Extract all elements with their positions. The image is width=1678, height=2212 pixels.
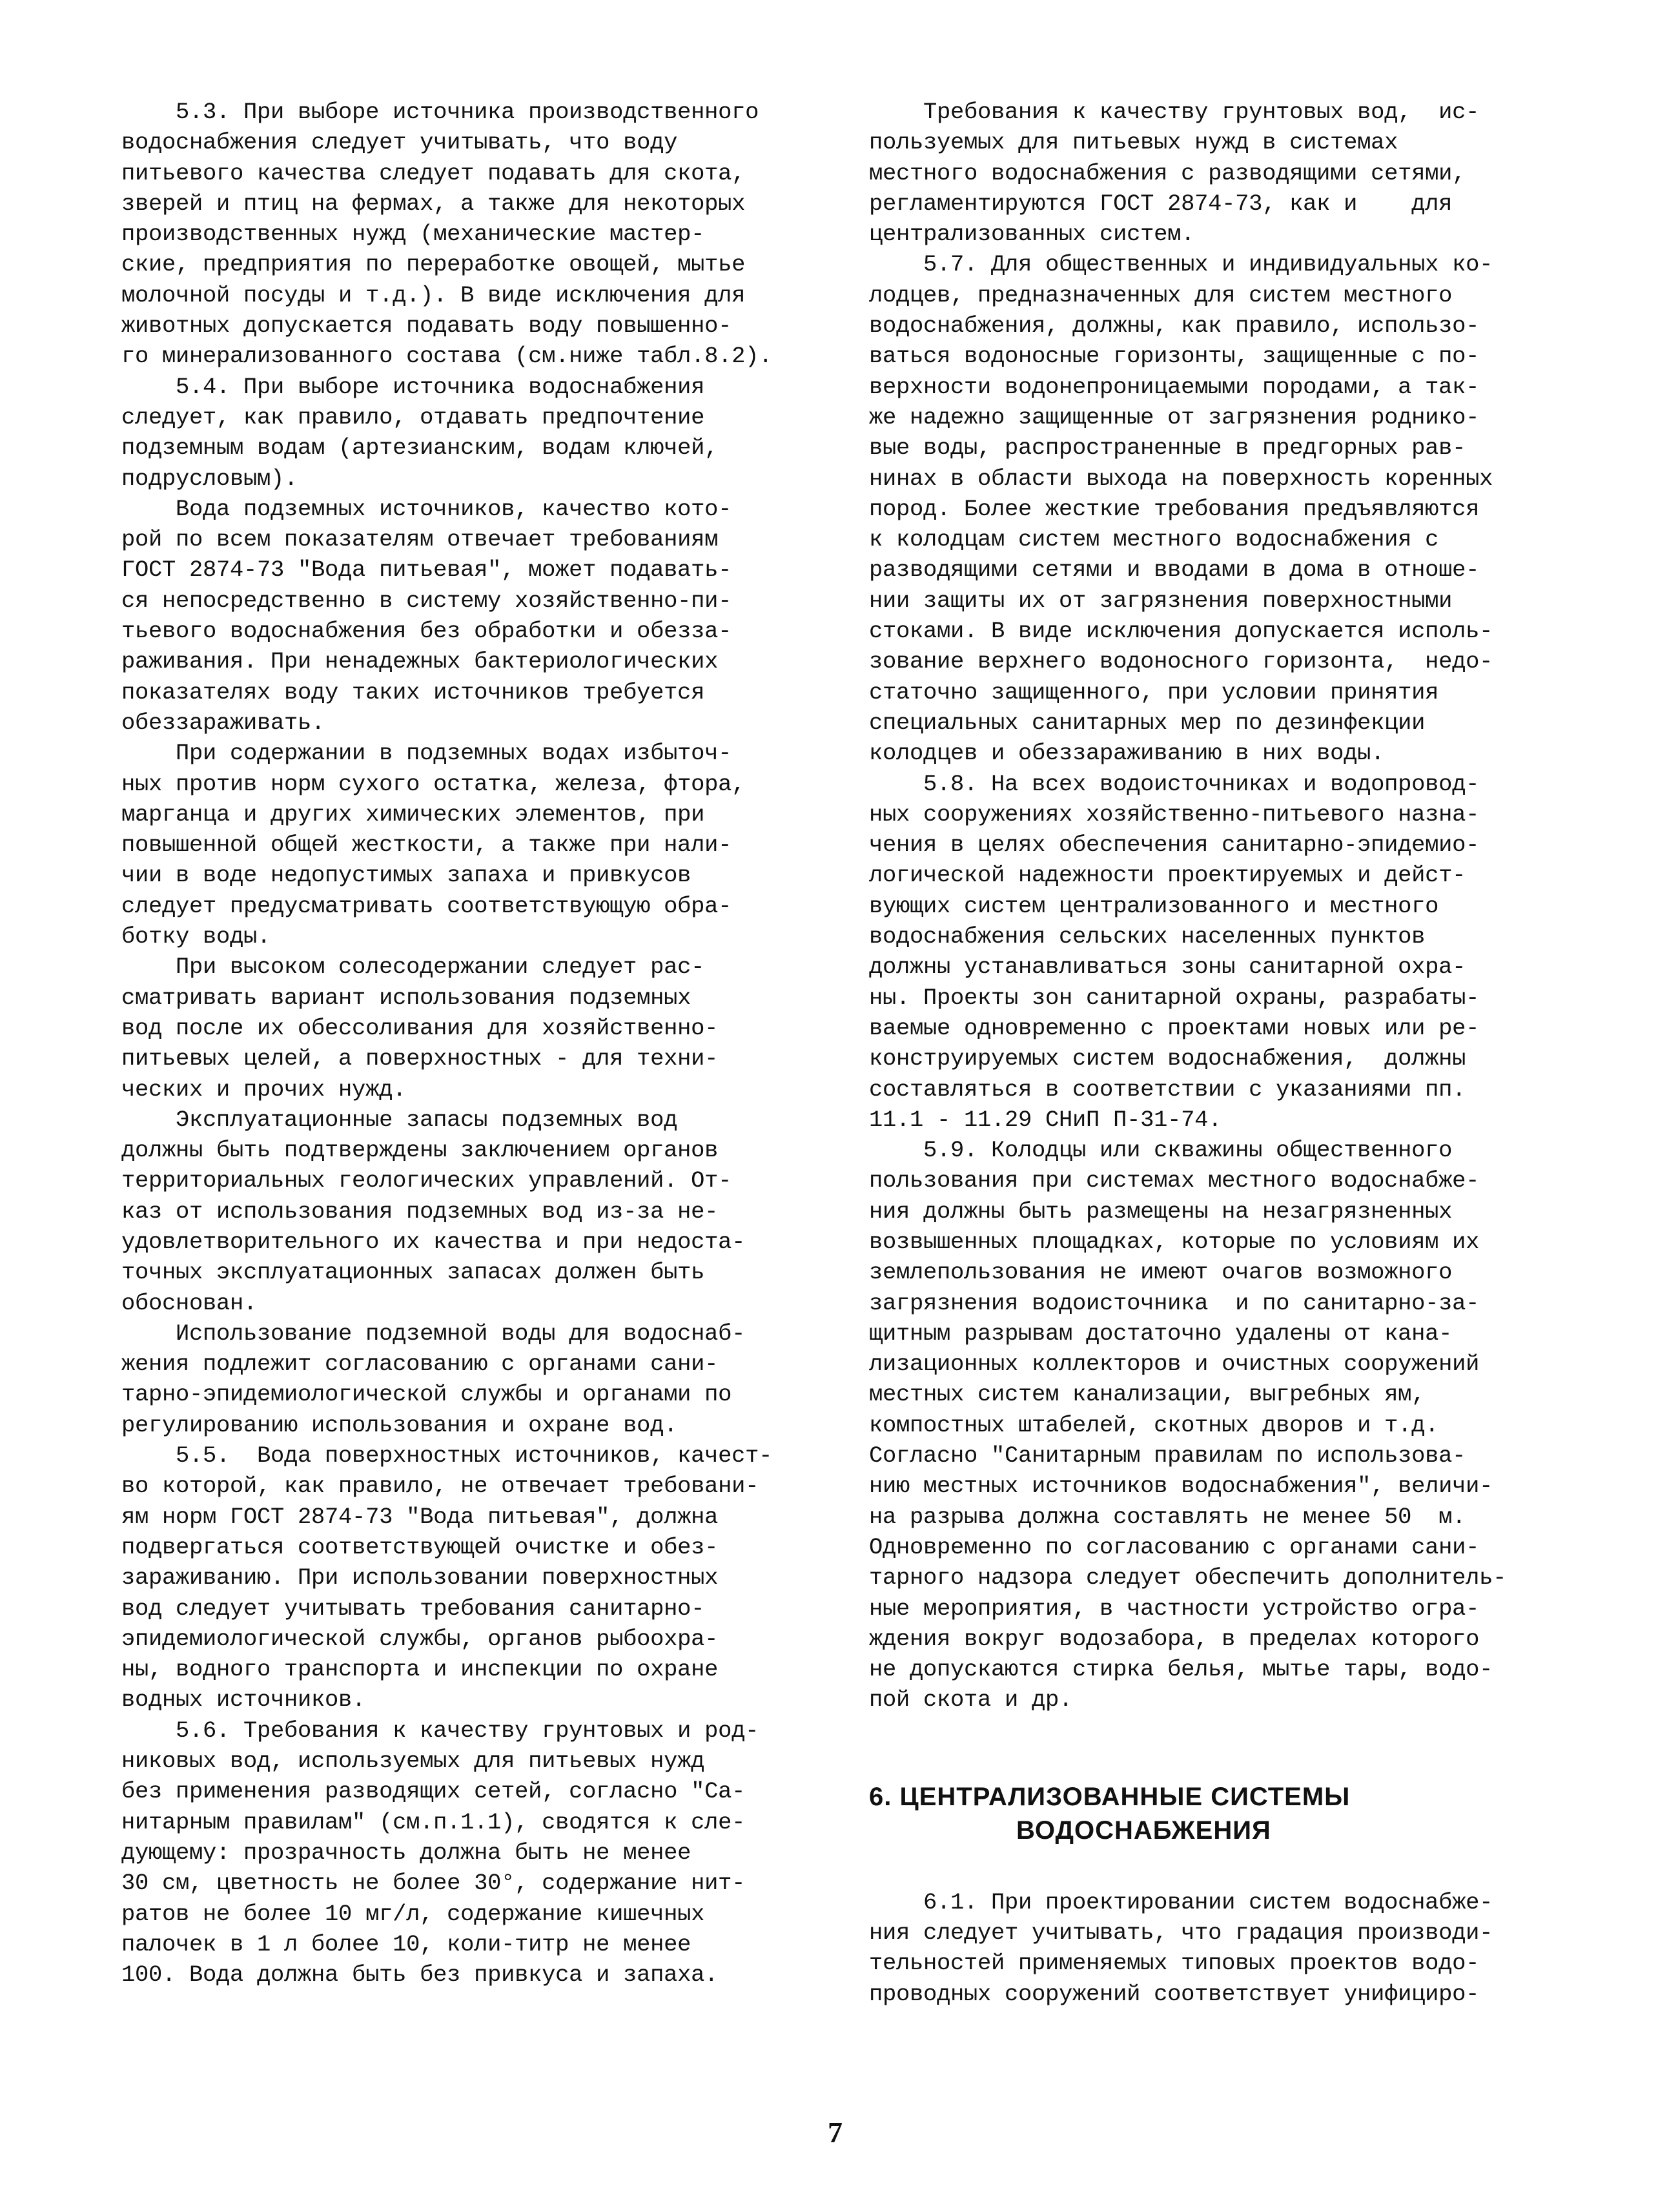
right-column-line: Одновременно по согласованию с органами сани- <box>869 1533 1480 1561</box>
left-column-line: палочек в 1 л более 10, коли-титр не менее <box>121 1930 691 1958</box>
left-column-line: удовлетворительного их качества и при недоста- <box>121 1228 746 1255</box>
right-column-line: же надежно защищенные от загрязнения роднико- <box>869 404 1480 431</box>
left-column-line: территориальных геологических управлений. От- <box>121 1167 732 1194</box>
left-column-line: обоснован. <box>121 1289 258 1316</box>
right-column-line: конструируемых систем водоснабжения, должны <box>869 1045 1466 1072</box>
right-column-line: составляться в соответствии с указаниями пп. <box>869 1076 1466 1103</box>
left-column-line: жения подлежит согласованию с органами сани- <box>121 1351 719 1378</box>
left-column-line: ботку воды. <box>121 923 271 950</box>
right-column-line: пользования при системах местного водоснабже- <box>869 1167 1480 1194</box>
left-column-line: го минерализованного состава (см.ниже табл.8.2). <box>121 343 773 370</box>
left-column-line: ратов не более 10 мг/л, содержание кишечных <box>121 1900 705 1927</box>
left-column-line: подземным водам (артезианским, водам ключей, <box>121 435 719 462</box>
left-column-line: точных эксплуатационных запасах должен быть <box>121 1259 705 1286</box>
left-column-line: следует предусматривать соответствующую обра- <box>121 892 732 919</box>
right-column-line: статочно защищенного, при условии принятия <box>869 679 1439 706</box>
left-column-line: обеззараживать. <box>121 709 325 736</box>
left-column-line: Эксплуатационные запасы подземных вод <box>121 1106 678 1133</box>
right-column-line: чения в целях обеспечения санитарно-эпидемио- <box>869 832 1480 859</box>
left-column-line: животных допускается подавать воду повышенно- <box>121 312 732 340</box>
right-column-line: 5.8. На всех водоисточниках и водопровод- <box>869 770 1480 797</box>
right-column-line: 11.1 - 11.29 СНиП П-31-74. <box>869 1106 1222 1133</box>
right-column-line: водоснабжения, должны, как правило, использо- <box>869 312 1480 340</box>
right-column-line: пользуемых для питьевых нужд в системах <box>869 129 1398 156</box>
left-column-line: водоснабжения следует учитывать, что воду <box>121 129 678 156</box>
right-column-line: нию местных источников водоснабжения", величи- <box>869 1473 1493 1500</box>
left-column-line: ся непосредственно в систему хозяйственно-пи- <box>121 587 732 614</box>
right-column-line: регламентируются ГОСТ 2874-73, как и для <box>869 190 1453 217</box>
right-column-line: Требования к качеству грунтовых вод, ис- <box>869 99 1480 125</box>
left-column-line: молочной посуды и т.д.). В виде исключения для <box>121 282 746 309</box>
right-column-line: возвышенных площадках, которые по условиям их <box>869 1228 1480 1255</box>
left-column <box>121 97 812 1990</box>
section-spacer <box>869 1715 1570 1780</box>
right-column-line: лизационных коллекторов и очистных сооружений <box>869 1351 1480 1378</box>
left-column-line: эпидемиологической службы, органов рыбоохра- <box>121 1625 719 1652</box>
right-column-line: ные мероприятия, в частности устройство огра- <box>869 1595 1480 1622</box>
left-column-line: При высоком солесодержании следует рас- <box>121 954 705 981</box>
left-column-line: каз от использования подземных вод из-за не- <box>121 1198 719 1225</box>
right-column-line: местных систем канализации, выгребных ям, <box>869 1381 1426 1408</box>
left-column-line: тьевого водоснабжения без обработки и обезза- <box>121 618 732 645</box>
right-column-line: централизованных систем. <box>869 221 1195 248</box>
page-number: 7 <box>828 2116 843 2149</box>
left-column-line: должны быть подтверждены заключением органов <box>121 1137 719 1164</box>
left-column-line: 100. Вода должна быть без привкуса и запаха. <box>121 1961 719 1989</box>
left-column-line: зараживанию. При использовании поверхностных <box>121 1564 719 1592</box>
left-column-line: 5.5. Вода поверхностных источников, качест- <box>121 1442 773 1470</box>
section-body-line: тельностей применяемых типовых проектов водо- <box>869 1950 1480 1977</box>
section-body <box>869 1887 1570 2009</box>
left-column-line: 5.4. При выборе источника водоснабжения <box>121 373 705 400</box>
left-column-line: ных против норм сухого остатка, железа, фтора, <box>121 770 746 797</box>
section-body-line: проводных сооружений соответствует унифициро- <box>869 1980 1480 2007</box>
right-column-line: нинах в области выхода на поверхность коренных <box>869 465 1493 492</box>
left-column-line: 30 см, цветность не более 30°, содержание нит- <box>121 1870 746 1897</box>
right-column-line: специальных санитарных мер по дезинфекции <box>869 709 1426 736</box>
right-column-line: компостных штабелей, скотных дворов и т.д. <box>869 1411 1439 1439</box>
right-column-line: ваемые одновременно с проектами новых или ре- <box>869 1014 1480 1041</box>
left-column-line: 5.6. Требования к качеству грунтовых и род- <box>121 1717 759 1744</box>
left-column-line: без применения разводящих сетей, согласно "Са- <box>121 1778 746 1805</box>
left-column-line: регулированию использования и охране вод. <box>121 1411 678 1439</box>
right-column-body <box>869 97 1570 1715</box>
section-body-line: 6.1. При проектировании систем водоснабже- <box>869 1889 1493 1916</box>
left-column-line: показателях воду таких источников требуется <box>121 679 705 706</box>
left-column-line: При содержании в подземных водах избыточ- <box>121 740 732 767</box>
left-column-line: чии в воде недопустимых запаха и привкусов <box>121 862 691 889</box>
left-column-line: производственных нужд (механические мастер- <box>121 221 705 248</box>
section-body-line: ния следует учитывать, что градация производи- <box>869 1920 1493 1947</box>
right-column <box>869 97 1570 2009</box>
left-column-line: подвергаться соответствующей очистке и обез- <box>121 1533 719 1561</box>
left-column-line: Вода подземных источников, качество кото- <box>121 495 732 522</box>
section-heading-line2: ВОДОСНАБЖЕНИЯ <box>1016 1816 1271 1845</box>
left-column-line: раживания. При ненадежных бактериологических <box>121 648 719 675</box>
left-column-line: тарно-эпидемиологической службы и органами по <box>121 1381 732 1408</box>
right-column-line: ваться водоносные горизонты, защищенные с по- <box>869 343 1480 370</box>
left-column-line: ны, водного транспорта и инспекции по охране <box>121 1656 719 1683</box>
left-column-line: сматривать вариант использования подземных <box>121 984 691 1011</box>
left-column-line: рой по всем показателям отвечает требованиям <box>121 526 719 553</box>
left-column-line: ские, предприятия по переработке овощей, мытье <box>121 251 746 278</box>
right-column-line: вующих систем централизованного и местного <box>869 892 1439 919</box>
left-column-line: 5.3. При выборе источника производственного <box>121 99 759 125</box>
left-column-line: зверей и птиц на фермах, а также для некоторых <box>121 190 746 217</box>
right-column-line: разводящими сетями и вводами в дома в отноше- <box>869 557 1480 584</box>
left-column-line: вод следует учитывать требования санитарно- <box>121 1595 705 1622</box>
right-column-line: не допускаются стирка белья, мытье тары, водо- <box>869 1656 1493 1683</box>
right-column-line: к колодцам систем местного водоснабжения с <box>869 526 1439 553</box>
right-column-line: вые воды, распространенные в предгорных рав- <box>869 435 1466 462</box>
right-column-line: 5.7. Для общественных и индивидуальных ко- <box>869 251 1493 278</box>
right-column-line: нии защиты их от загрязнения поверхностными <box>869 587 1453 614</box>
left-column-line: нитарным правилам" (см.п.1.1), сводятся к сле- <box>121 1808 746 1836</box>
right-column-line: ния должны быть размещены на незагрязненных <box>869 1198 1453 1225</box>
right-column-line: стоками. В виде исключения допускается исполь- <box>869 618 1493 645</box>
left-column-line: ям норм ГОСТ 2874-73 "Вода питьевая", должна <box>121 1503 719 1530</box>
heading-spacer <box>869 1847 1570 1887</box>
right-column-line: ны. Проекты зон санитарной охраны, разрабаты- <box>869 984 1480 1011</box>
left-column-line: Использование подземной воды для водоснаб- <box>121 1320 746 1347</box>
left-column-line: водных источников. <box>121 1686 366 1714</box>
left-column-line: во которой, как правило, не отвечает требовани- <box>121 1473 759 1500</box>
right-column-line: колодцев и обеззараживанию в них воды. <box>869 740 1385 767</box>
right-column-line: 5.9. Колодцы или скважины общественного <box>869 1137 1453 1164</box>
left-column-line: следует, как правило, отдавать предпочтение <box>121 404 705 431</box>
left-column-line: дующему: прозрачность должна быть не менее <box>121 1839 691 1866</box>
right-column-line: тарного надзора следует обеспечить дополнитель- <box>869 1564 1507 1592</box>
left-column-line: ческих и прочих нужд. <box>121 1076 407 1103</box>
right-column-line: ных сооружениях хозяйственно-питьевого назна- <box>869 801 1480 828</box>
right-column-line: Согласно "Санитарным правилам по использова- <box>869 1442 1466 1470</box>
right-column-line: логической надежности проектируемых и дейст- <box>869 862 1466 889</box>
right-column-line: загрязнения водоисточника и по санитарно-за- <box>869 1289 1480 1316</box>
right-column-line: зование верхнего водоносного горизонта, недо- <box>869 648 1493 675</box>
left-column-line: марганца и других химических элементов, при <box>121 801 705 828</box>
right-column-line: ждения вокруг водозабора, в пределах которого <box>869 1625 1480 1652</box>
right-column-line: местного водоснабжения с разводящими сетями, <box>869 159 1466 187</box>
right-column-line: землепользования не имеют очагов возможного <box>869 1259 1453 1286</box>
right-column-line: должны устанавливаться зоны санитарной охра- <box>869 954 1466 981</box>
left-column-line: питьевого качества следует подавать для скота, <box>121 159 746 187</box>
right-column-line: верхности водонепроницаемыми породами, а так- <box>869 373 1480 400</box>
left-column-line: повышенной общей жесткости, а также при нали- <box>121 832 732 859</box>
left-column-line: никовых вод, используемых для питьевых нужд <box>121 1748 705 1775</box>
right-column-line: на разрыва должна составлять не менее 50 м. <box>869 1503 1466 1530</box>
right-column-line: лодцев, предназначенных для систем местного <box>869 282 1453 309</box>
left-column-line: подрусловым). <box>121 465 298 492</box>
right-column-line: щитным разрывам достаточно удалены от кана- <box>869 1320 1453 1347</box>
right-column-line: пой скота и др. <box>869 1686 1073 1714</box>
section-heading-line1: 6. ЦЕНТРАЛИЗОВАННЫЕ СИСТЕМЫ <box>869 1782 1351 1811</box>
left-column-line: вод после их обессоливания для хозяйственно- <box>121 1014 719 1041</box>
left-column-line: ГОСТ 2874-73 "Вода питьевая", может подавать- <box>121 557 732 584</box>
right-column-line: пород. Более жесткие требования предъявляются <box>869 495 1480 522</box>
right-column-line: водоснабжения сельских населенных пунктов <box>869 923 1426 950</box>
left-column-line: питьевых целей, а поверхностных - для техни- <box>121 1045 719 1072</box>
